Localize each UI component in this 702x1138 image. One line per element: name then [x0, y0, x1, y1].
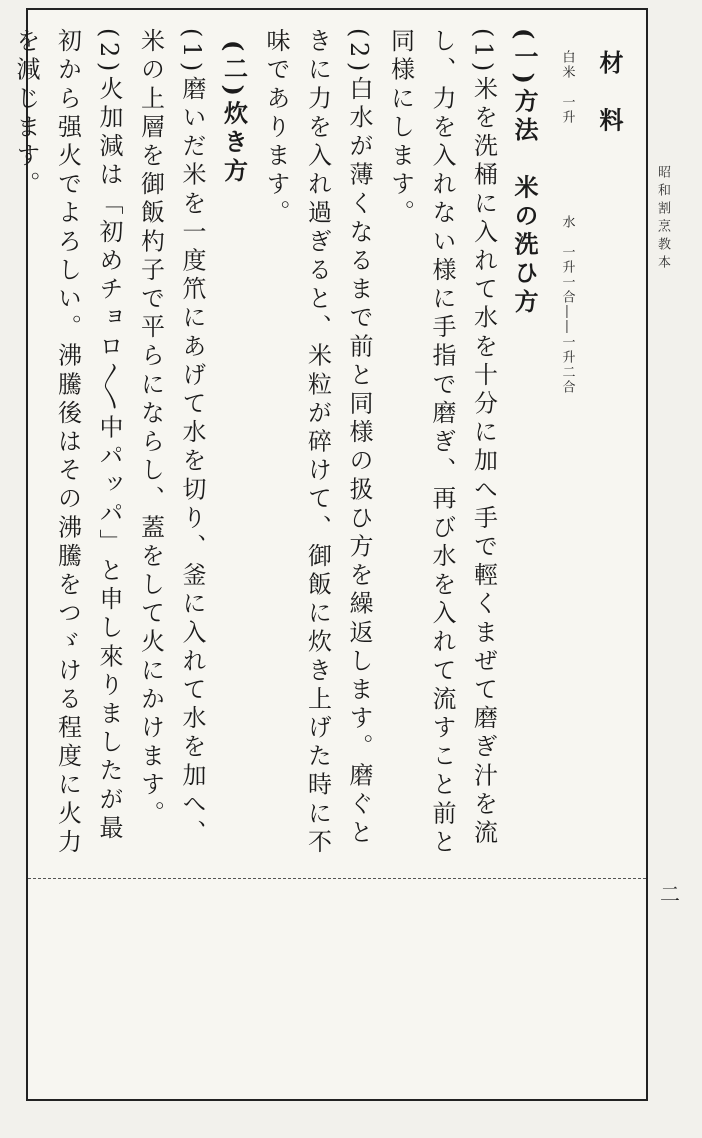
ingredient-water: 水 一升一合――一升二合	[559, 215, 575, 395]
section-1-step-1: (1)米を洗桶に入れて水を十分に加へ手で輕くまぜて磨ぎ汁を流し、力を入れない様に手指で磨ぎ、再び水を入れて流すこと前と同様にします。	[386, 28, 498, 858]
materials-line	[545, 28, 588, 868]
section-1-heading: (一)方法 米の洗ひ方	[510, 28, 539, 318]
ingredient-rice: 白米 一升	[559, 50, 575, 125]
text-block	[12, 28, 630, 868]
materials-heading: 材 料	[595, 50, 624, 136]
section-2-step-1: (1)磨いだ米を一度笊にあげて水を切り、釜に入れて水を加へ、米の上層を御飯杓子で平らにならし、蓋をして火にかけます。	[136, 28, 206, 848]
dashed-divider	[28, 878, 646, 879]
page-number: 二	[660, 882, 680, 906]
section-1-step-2: (2)白水が薄くなるまで前と同様の扱ひ方を繰返します。磨ぐときに力を入れ過ぎると、米粒が碎けて、御飯に炊き上げた時に不味であります。	[262, 28, 373, 858]
section-2-step-2: (2)火加減は「初めチョロ〳〵中パッパ」と申し來りましたが最初から强火でよろしい。沸騰後はその沸騰をつゞける程度に火力を減じます。	[12, 28, 123, 858]
section-2-heading-line	[212, 28, 255, 868]
running-head: 昭和割烹教本	[655, 165, 670, 273]
section-2-heading: (二)炊き方	[219, 40, 249, 187]
